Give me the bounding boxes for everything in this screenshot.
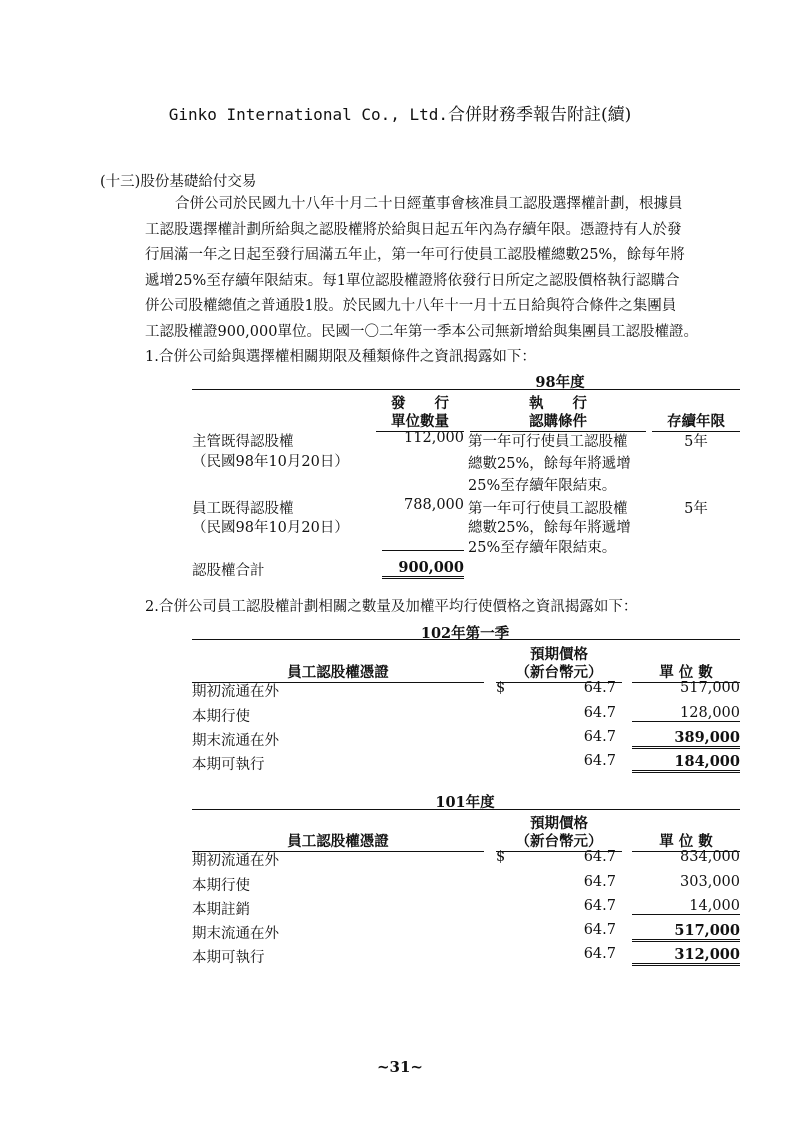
table3-row-price: 64.7 [583, 849, 616, 865]
table3-row-units: 312,000 [632, 946, 740, 966]
company-name: Ginko International Co., Ltd. [168, 105, 449, 124]
table3-top-rule [192, 809, 740, 810]
table3-col-name: 員工認股權憑證 [192, 830, 484, 852]
page-title [0, 100, 800, 125]
table1-row-name: 主管既得認股權 [192, 434, 294, 450]
table1-col-terms: 認購條件 [470, 410, 646, 432]
table1-row-units: 788,000 [404, 497, 464, 513]
table3-row-price: 64.7 [583, 946, 616, 962]
table2-row-label: 期末流通在外 [192, 733, 279, 749]
table1-col-terms-top: 執 行 [529, 395, 587, 412]
table3-row-units: 517,000 [632, 922, 740, 942]
table1-total-label: 認股權合計 [192, 563, 265, 579]
table2-row-label: 期初流通在外 [192, 684, 279, 700]
table1-top-rule [192, 389, 740, 390]
table2-row-units: 184,000 [632, 753, 740, 773]
table2-row-price: 64.7 [583, 705, 616, 721]
table1-row-date: （民國98年10月20日） [192, 520, 349, 536]
paragraph-line: 工認股權證900,000單位。民國一〇二年第一季本公司無新增給與集團員工認股權證。 [145, 323, 698, 340]
paragraph-line: 合併公司於民國九十八年十月二十日經董事會核准員工認股選擇權計劃，根據員 [175, 196, 683, 212]
table1-row-terms: 25%至存續年限結束。 [468, 478, 617, 494]
table2-col-name: 員工認股權憑證 [192, 661, 484, 683]
table3-row-units: 14,000 [632, 898, 740, 915]
paragraph-line: 併公司股權總值之普通股1股。於民國九十八年十一月十五日給與符合條件之集團員 [145, 298, 677, 315]
table1-row-term: 5年 [684, 501, 708, 517]
table1-row-terms: 總數25%，餘每年將遞增 [468, 456, 631, 472]
paragraph [145, 192, 745, 346]
table3-row-label: 期初流通在外 [192, 853, 279, 869]
table1-period: 98年度 [535, 374, 585, 391]
table2-row-price: 64.7 [583, 680, 616, 696]
table2-col-price-top: 預期價格 [530, 646, 588, 663]
table3-row-label: 本期註銷 [192, 902, 250, 918]
table3-col-price-top: 預期價格 [530, 815, 588, 832]
table3-row-label: 本期可執行 [192, 950, 265, 966]
table2-currency: $ [496, 680, 506, 696]
table2-row-label: 本期行使 [192, 709, 250, 725]
table3-row-price: 64.7 [583, 922, 616, 938]
report-title: 合併財務季報告附註(續) [448, 105, 632, 125]
table3-row-price: 64.7 [583, 874, 616, 890]
paragraph-line: 遞增25%至存續年限結束。每1單位認股權證將依發行日所定之認股價格執行認購合 [145, 272, 680, 289]
table1-col-term: 存續年限 [652, 410, 740, 432]
table2-row-price: 64.7 [583, 729, 616, 745]
table2-col-price: （新台幣元） [496, 661, 622, 683]
table1-total-value: 900,000 [382, 559, 464, 579]
paragraph-line: 行屆滿一年之日起至發行屆滿五年止，第一年可行使員工認股權總數25%，餘每年將 [145, 247, 685, 264]
table3-col-units: 單 位 數 [632, 830, 740, 852]
table3-period: 101年度 [435, 794, 495, 811]
table3-row-label: 本期行使 [192, 878, 250, 894]
table1-row-date: （民國98年10月20日） [192, 454, 349, 470]
table1-row-units: 112,000 [404, 430, 464, 446]
page-number: ~31~ [376, 1058, 423, 1076]
section-title: (十三)股份基礎給付交易 [100, 174, 257, 190]
table3-row-price: 64.7 [583, 898, 616, 914]
table2-row-price: 64.7 [583, 753, 616, 769]
table2-col-units: 單 位 數 [632, 661, 740, 683]
table3-currency: $ [496, 849, 506, 865]
table3-row-units: 303,000 [680, 874, 740, 890]
table2-row-label: 本期可執行 [192, 757, 265, 773]
table3-col-price: （新台幣元） [496, 830, 622, 852]
table1-row-terms: 25%至存續年限結束。 [468, 540, 617, 556]
table2-row-units: 389,000 [632, 729, 740, 749]
table1-row-name: 員工既得認股權 [192, 501, 294, 517]
table1-row-terms: 總數25%，餘每年將遞增 [468, 520, 631, 536]
table2-top-rule [192, 639, 740, 640]
paragraph-line: 工認股選擇權計劃所給與之認股權將於給與日起五年內為存續年限。憑證持有人於發 [145, 221, 682, 238]
table1-total-rule [382, 550, 464, 551]
table2-row-units: 128,000 [632, 705, 740, 722]
table1-col-units-top: 發 行 [391, 395, 449, 412]
table1-row-terms: 第一年可行使員工認股權 [468, 434, 628, 450]
table1-intro: 1.合併公司給與選擇權相關期限及種類條件之資訊揭露如下： [145, 349, 536, 365]
table3-row-label: 期末流通在外 [192, 926, 279, 942]
table1-row-term: 5年 [684, 434, 708, 450]
table1-col-units: 單位數量 [376, 410, 464, 432]
table2-intro: 2.合併公司員工認股權計劃相關之數量及加權平均行使價格之資訊揭露如下： [145, 599, 638, 615]
table3-row-units: 834,000 [680, 849, 740, 865]
table2-period: 102年第一季 [420, 625, 510, 642]
table1-row-terms: 第一年可行使員工認股權 [468, 501, 628, 517]
table2-row-units: 517,000 [680, 680, 740, 696]
